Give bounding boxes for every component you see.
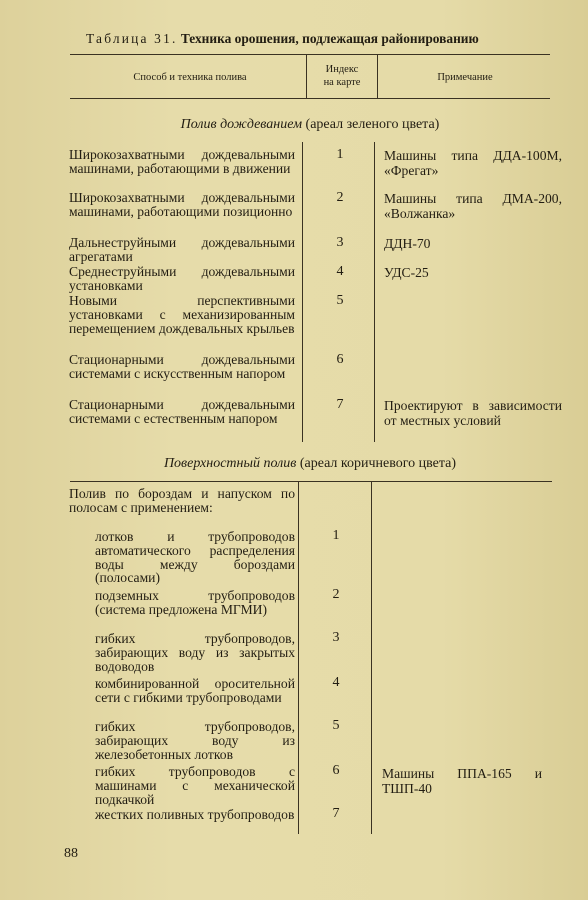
s2-row5-index: 5 [332, 718, 340, 733]
s1-row7-method: Стационарными дождевальными системами с естественным напором [69, 397, 295, 426]
s1-row6-index: 6 [336, 352, 344, 367]
s1-row6-method: Стационарными дождевальными системами с искусственным напором [69, 352, 295, 381]
table-caption: Техника орошения, подлежащая районированию [180, 31, 479, 46]
s1-row4-method: Среднеструйными дождевальными установками [69, 264, 295, 293]
s2-row7-method: жестких поливных трубопроводов [95, 807, 295, 822]
s1-row4-index: 4 [336, 264, 344, 279]
s1-row5-method: Новыми перспективными установками с механизированным перемещением дождевальных крыльев [69, 293, 295, 336]
s1-row5-index: 5 [336, 293, 344, 308]
s2-row3-index: 3 [332, 630, 340, 645]
s2-top-rule [70, 481, 552, 482]
s1-row3-method: Дальнеструйными дождевальными агрегатами [69, 235, 295, 264]
s2-row2-method: подземных трубопроводов (система предложена МГМИ) [95, 588, 295, 617]
s1-row2-index: 2 [336, 190, 344, 205]
section-sprinkling-area: (ареал зеленого цвета) [305, 117, 440, 132]
s2-row4-method: комбинированной оросительной сети с гибкими трубопроводами [95, 676, 295, 705]
s1-row7-index: 7 [336, 397, 344, 412]
s1-row1-index: 1 [336, 147, 344, 162]
header-bottom-rule [70, 98, 550, 99]
s1-divider-1 [302, 142, 303, 442]
s2-row5-method: гибких трубопроводов, забирающих воду из железобетонных лотков [95, 719, 295, 762]
header-top-rule [70, 54, 550, 55]
s1-row1-note: Машины типа ДДА-100М, «Фрегат» [384, 148, 562, 178]
s1-row2-method: Широкозахватными дождевальными машинами, работающими позиционно [69, 190, 295, 219]
s2-row7-index: 7 [332, 806, 340, 821]
s1-row7-note: Проектируют в зависимости от местных условий [384, 398, 562, 428]
s2-row4-index: 4 [332, 675, 340, 690]
s2-row2-index: 2 [332, 587, 340, 602]
s1-row4-note: УДС-25 [384, 265, 429, 280]
page-number: 88 [64, 846, 78, 861]
header-index-line1: Индекс [325, 64, 359, 75]
table-title [86, 31, 479, 47]
section-sprinkling-heading [70, 117, 550, 133]
s1-divider-2 [374, 142, 375, 442]
section-surface-title: Поверхностный полив [163, 456, 297, 471]
s2-row3-method: гибких трубопроводов, забирающих воду из закрытых водоводов [95, 631, 295, 674]
s2-row6-index: 6 [332, 763, 340, 778]
s2-intro: Полив по бороздам и напуском по полосам с применением: [69, 486, 295, 515]
header-index-line2: на карте [323, 77, 361, 88]
header-divider-2 [377, 55, 378, 98]
section-surface-area: (ареал коричневого цвета) [299, 456, 457, 471]
s2-row6-note: Машины ППА-165 и ТШП-40 [382, 766, 542, 796]
header-index [307, 63, 377, 89]
s1-row2-note: Машины типа ДМА-200, «Волжанка» [384, 191, 562, 221]
s2-divider-2 [371, 482, 372, 834]
table-number: Таблица 31. [86, 31, 178, 46]
header-note: Примечание [437, 72, 493, 83]
s2-divider-1 [298, 482, 299, 834]
s1-row1-method: Широкозахватными дождевальными машинами, работающими в движении [69, 147, 295, 176]
s1-row3-index: 3 [336, 235, 344, 250]
s2-row1-index: 1 [332, 528, 340, 543]
s2-row6-method: гибких трубопроводов с машинами с механической подкачкой [95, 764, 295, 807]
s2-row1-method: лотков и трубопроводов автоматического распределения воды между бороздами (полосами) [95, 529, 295, 586]
s1-row3-note: ДДН-70 [384, 236, 431, 251]
section-sprinkling-title: Полив дождеванием [180, 117, 303, 132]
header-method: Способ и техника полива [133, 72, 247, 83]
section-surface-heading [70, 456, 550, 472]
